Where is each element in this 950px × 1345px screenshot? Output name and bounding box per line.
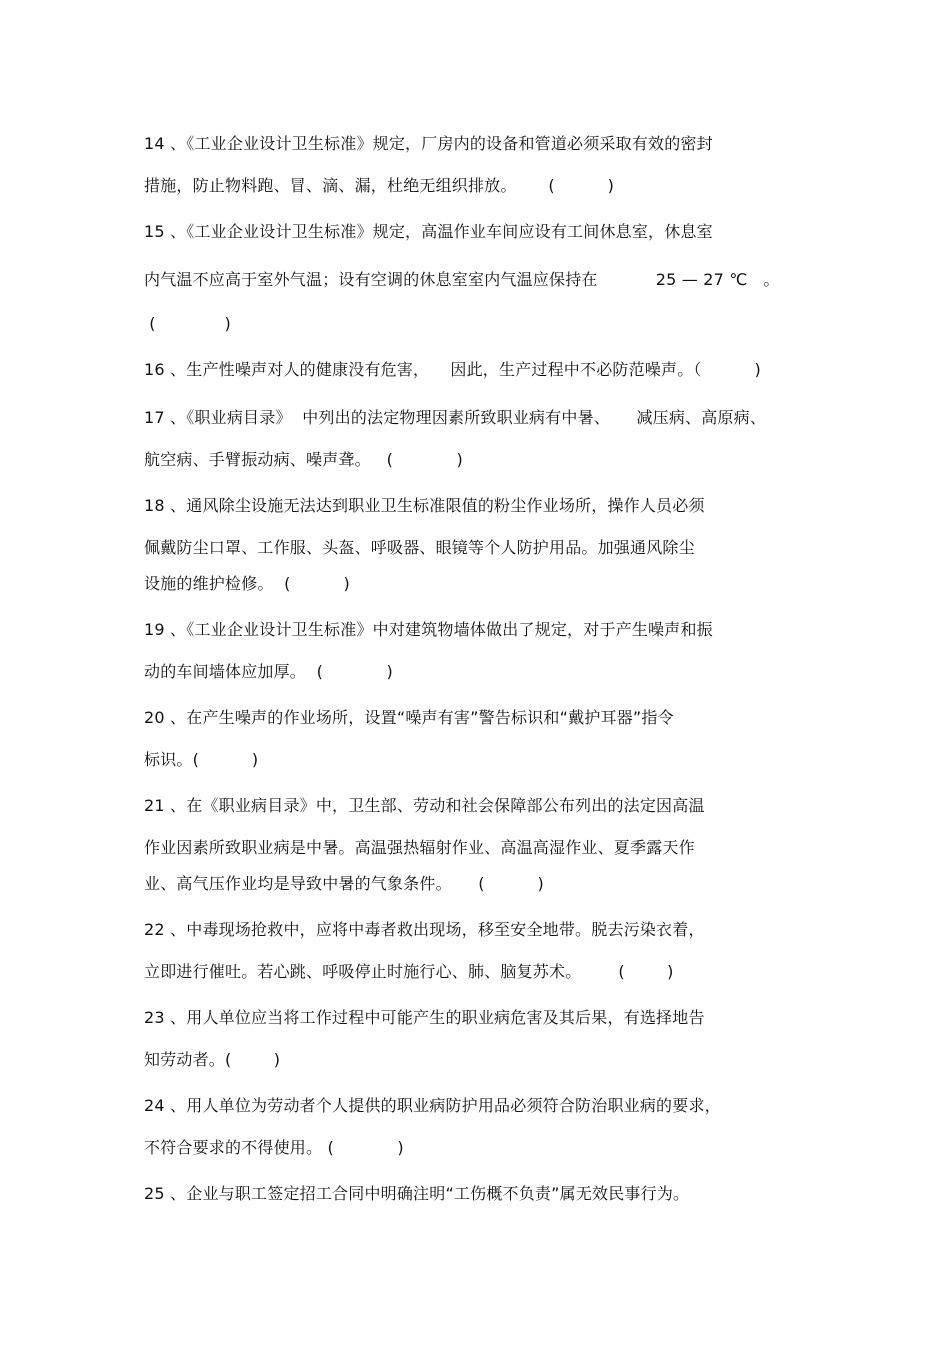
- question-15-line-3: ( ): [144, 314, 231, 333]
- question-17-line-1: 17 、《职业病目录》 中列出的法定物理因素所致职业病有中暑、 减压病、高原病、: [144, 408, 767, 427]
- question-23-line-2: 知劳动者。( ): [144, 1050, 281, 1069]
- question-15-line-2: 内气温不应高于室外气温；设有空调的休息室室内气温应保持在 25 — 27 ℃ 。: [144, 270, 780, 289]
- question-21-line-1: 21 、在《职业病目录》中，卫生部、劳动和社会保障部公布列出的法定因高温: [144, 796, 705, 815]
- question-22-line-2: 立即进行催吐。若心跳、呼吸停止时施行心、肺、脑复苏术。 ( ): [144, 962, 674, 981]
- question-16-line-1: 16 、生产性噪声对人的健康没有危害， 因此，生产过程中不必防范噪声。（ ): [144, 360, 761, 379]
- question-17-line-2: 航空病、手臂振动病、噪声聋。 ( ): [144, 450, 463, 469]
- question-24-line-2: 不符合要求的不得使用。 ( ): [144, 1138, 404, 1157]
- question-14-line-2: 措施，防止物料跑、冒、滴、漏，杜绝无组织排放。 ( ): [144, 176, 615, 195]
- question-18-line-1: 18 、通风除尘设施无法达到职业卫生标准限值的粉尘作业场所，操作人员必须: [144, 496, 705, 515]
- question-21-line-3: 业、高气压作业均是导致中暑的气象条件。 ( ): [144, 874, 544, 893]
- question-20-line-2: 标识。( ): [144, 750, 259, 769]
- question-19-line-2: 动的车间墙体应加厚。 ( ): [144, 662, 393, 681]
- question-20-line-1: 20 、在产生噪声的作业场所，设置“噪声有害”警告标识和“戴护耳器”指令: [144, 708, 674, 727]
- question-24-line-1: 24 、用人单位为劳动者个人提供的职业病防护用品必须符合防治职业病的要求，: [144, 1096, 721, 1115]
- question-14-line-1: 14 、《工业企业设计卫生标准》规定，厂房内的设备和管道必须采取有效的密封: [144, 134, 713, 153]
- question-21-line-2: 作业因素所致职业病是中暑。高温强热辐射作业、高温高湿作业、夏季露天作: [144, 838, 695, 857]
- question-18-line-2: 佩戴防尘口罩、工作服、头盔、呼吸器、眼镜等个人防护用品。加强通风除尘: [144, 538, 695, 557]
- question-18-line-3: 设施的维护检修。 ( ): [144, 574, 350, 593]
- question-25-line-1: 25 、企业与职工签定招工合同中明确注明“工伤概不负责”属无效民事行为。: [144, 1184, 690, 1203]
- question-15-line-1: 15 、《工业企业设计卫生标准》规定，高温作业车间应设有工间休息室，休息室: [144, 222, 713, 241]
- question-19-line-1: 19 、《工业企业设计卫生标准》中对建筑物墙体做出了规定，对于产生噪声和振: [144, 620, 713, 639]
- question-23-line-1: 23 、用人单位应当将工作过程中可能产生的职业病危害及其后果，有选择地告: [144, 1008, 705, 1027]
- question-22-line-1: 22 、中毒现场抢救中，应将中毒者救出现场，移至安全地带。脱去污染衣着，: [144, 920, 705, 939]
